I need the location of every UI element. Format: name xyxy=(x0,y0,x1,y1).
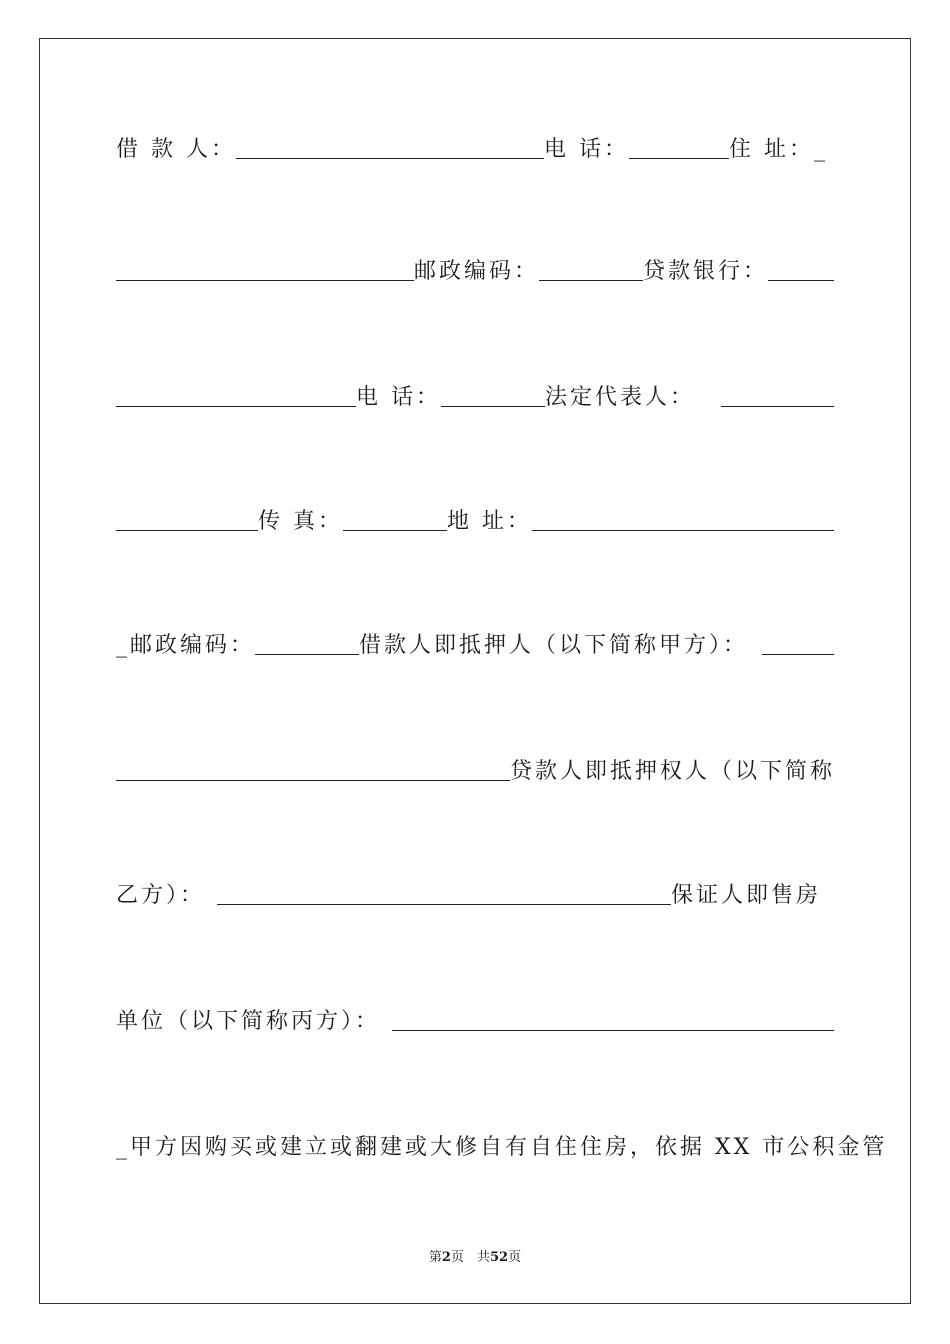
postcode-blank[interactable] xyxy=(539,280,643,281)
lender-bank-blank[interactable] xyxy=(768,280,834,281)
phone-label: 电 话： xyxy=(544,137,629,162)
guarantor-line xyxy=(116,880,834,910)
footer-prefix: 第 xyxy=(428,1250,442,1265)
guarantor-label: 保证人即售房 xyxy=(671,883,822,908)
party-c-label: 单位（以下简称丙方）： xyxy=(116,1009,381,1034)
party-b-blank[interactable] xyxy=(217,904,671,905)
party-a-line xyxy=(116,630,834,660)
legal-rep-label: 法定代表人： xyxy=(545,385,696,410)
party-c-blank[interactable] xyxy=(392,1030,834,1031)
fax-line xyxy=(116,506,834,536)
party-a-blank[interactable] xyxy=(762,654,834,655)
bank-phone-line xyxy=(116,382,834,412)
page-border xyxy=(39,38,911,1304)
party-a-cont-blank[interactable] xyxy=(116,780,510,781)
address-underscore: _ xyxy=(814,137,828,162)
party-b-line xyxy=(116,756,834,786)
footer-suffix: 页 xyxy=(508,1250,522,1265)
postcode-label: 邮政编码： xyxy=(414,259,540,284)
bank-name-blank[interactable] xyxy=(116,406,356,407)
lender-bank-label: 贷款银行： xyxy=(643,259,769,284)
footer-page-number: 2 xyxy=(441,1250,451,1265)
footer-mid: 页 共 xyxy=(450,1250,490,1265)
bank-address-blank[interactable] xyxy=(532,530,834,531)
legal-rep-blank[interactable] xyxy=(721,406,834,407)
party-b-label-end: 乙方）： xyxy=(116,883,206,908)
page-footer xyxy=(0,1246,950,1265)
fax-blank[interactable] xyxy=(343,530,447,531)
postcode-line xyxy=(116,256,834,286)
phone-blank[interactable] xyxy=(629,158,729,159)
footer-total-pages: 52 xyxy=(489,1250,509,1265)
bank-address-label: 地 址： xyxy=(447,509,532,534)
party-b-label: 贷款人即抵押权人（以下简称 xyxy=(510,759,836,784)
party-a-label: 借款人即抵押人（以下简称甲方）： xyxy=(359,633,749,658)
fax-label: 传 真： xyxy=(258,509,343,534)
borrower-label: 借 款 人： xyxy=(116,137,236,162)
party-c-line xyxy=(116,1006,834,1036)
bank-phone-label: 电 话： xyxy=(356,385,441,410)
bank-postcode-label: _邮政编码： xyxy=(116,633,256,658)
borrower-blank[interactable] xyxy=(236,158,544,159)
bank-postcode-blank[interactable] xyxy=(255,654,359,655)
body-text-line xyxy=(116,1132,888,1162)
address-label: 住 址： xyxy=(729,137,814,162)
legal-rep-cont-blank[interactable] xyxy=(116,530,258,531)
body-text: _甲方因购买或建立或翻建或大修自有自住住房，依据 XX 市公积金管 xyxy=(116,1135,888,1160)
borrower-line xyxy=(116,134,834,164)
bank-phone-blank[interactable] xyxy=(441,406,545,407)
address-blank[interactable] xyxy=(116,280,414,281)
